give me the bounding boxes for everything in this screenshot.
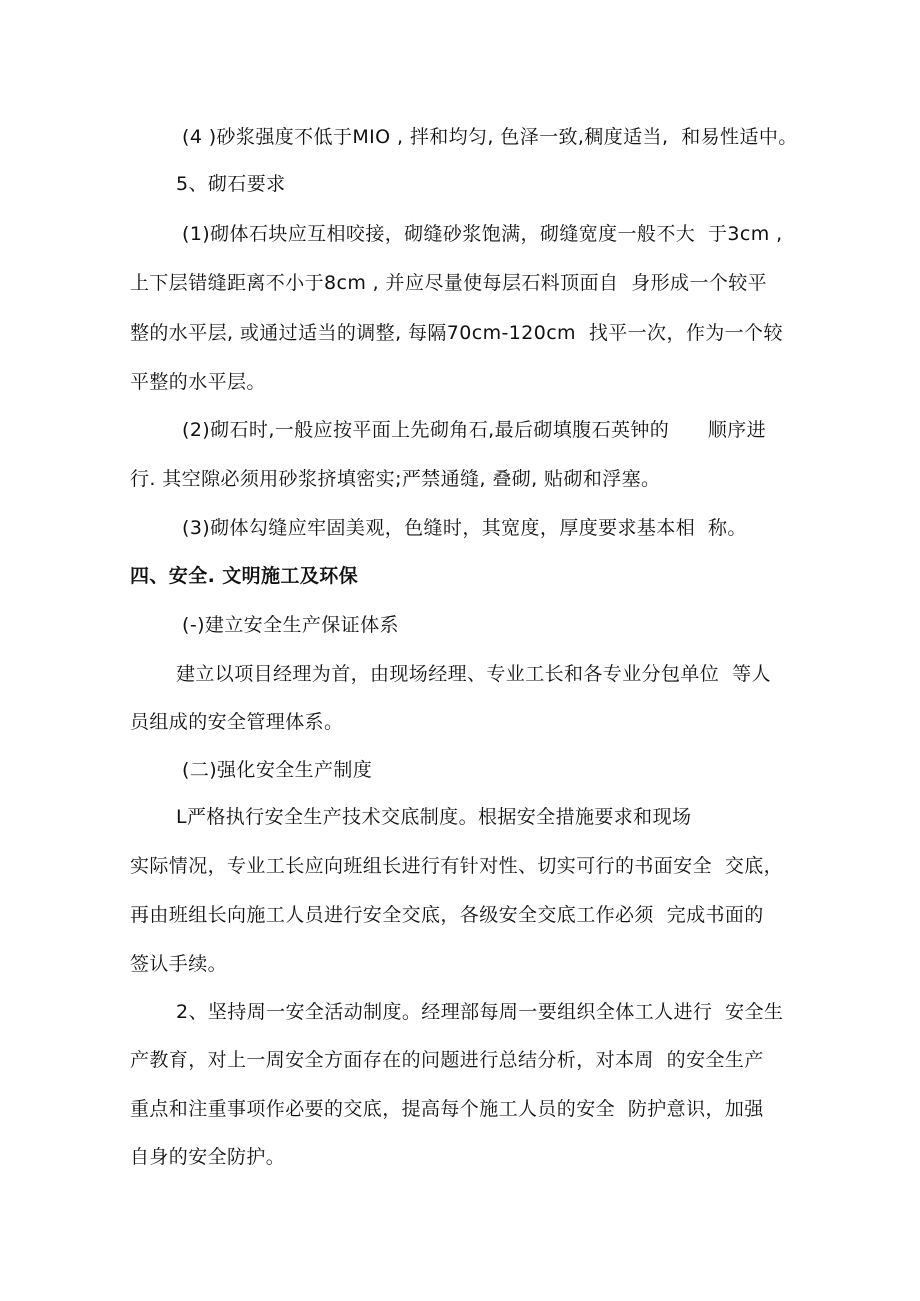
subsection-heading: (二)强化安全生产制度 — [182, 759, 373, 781]
paragraph-line: 产教育，对上一周安全方面存在的问题进行总结分析，对本周 的安全生产 — [130, 1049, 764, 1071]
subsection-heading: (-)建立安全生产保证体系 — [182, 614, 399, 636]
paragraph-line: (2)砌石时,一般应按平面上先砌角石,最后砌填腹石英钟的 顺序进 — [182, 419, 767, 441]
paragraph-line: 行. 其空隙必须用砂浆挤填密实;严禁通缝, 叠砌, 贴砌和浮塞。 — [130, 468, 661, 490]
section-heading: 5、砌石要求 — [176, 173, 286, 195]
paragraph-line: 实际情况，专业工长应向班组长进行有针对性、切实可行的书面安全 交底， — [130, 855, 784, 877]
paragraph-line: (4 )砂浆强度不低于MIO , 拌和均匀, 色泽一致,稠度适当, 和易性适中。 — [182, 126, 798, 148]
paragraph-line: 上下层错缝距离不小于8cm , 并应尽量使每层石料顶面自 身形成一个较平 — [130, 272, 768, 294]
paragraph-line: 平整的水平层。 — [130, 371, 266, 393]
paragraph-line: (1)砌体石块应互相咬接，砌缝砂浆饱满，砌缝宽度一般不大 于3cm , — [182, 223, 783, 245]
chapter-heading: 四、安全. 文明施工及环保 — [130, 565, 359, 587]
paragraph-line: 整的水平层, 或通过适当的调整, 每隔70cm-120cm 找平一次，作为一个较 — [130, 322, 783, 344]
paragraph-line: 重点和注重事项作必要的交底，提高每个施工人员的安全 防护意识，加强 — [130, 1098, 764, 1120]
paragraph-line: (3)砌体勾缝应牢固美观，色缝时，其宽度，厚度要求基本相 称。 — [182, 517, 747, 539]
paragraph-line: 自身的安全防护。 — [130, 1146, 286, 1168]
paragraph-line: 签认手续。 — [130, 953, 228, 975]
paragraph-line: 员组成的安全管理体系。 — [130, 711, 344, 733]
paragraph-line: L严格执行安全生产技术交底制度。根据安全措施要求和现场 — [176, 806, 692, 828]
paragraph-line: 建立以项目经理为首，由现场经理、专业工长和各专业分包单位 等人 — [176, 663, 771, 685]
paragraph-line: 2、坚持周一安全活动制度。经理部每周一要组织全体工人进行 安全生 — [176, 1001, 784, 1023]
paragraph-line: 再由班组长向施工人员进行安全交底，各级安全交底工作必须 完成书面的 — [130, 904, 764, 926]
